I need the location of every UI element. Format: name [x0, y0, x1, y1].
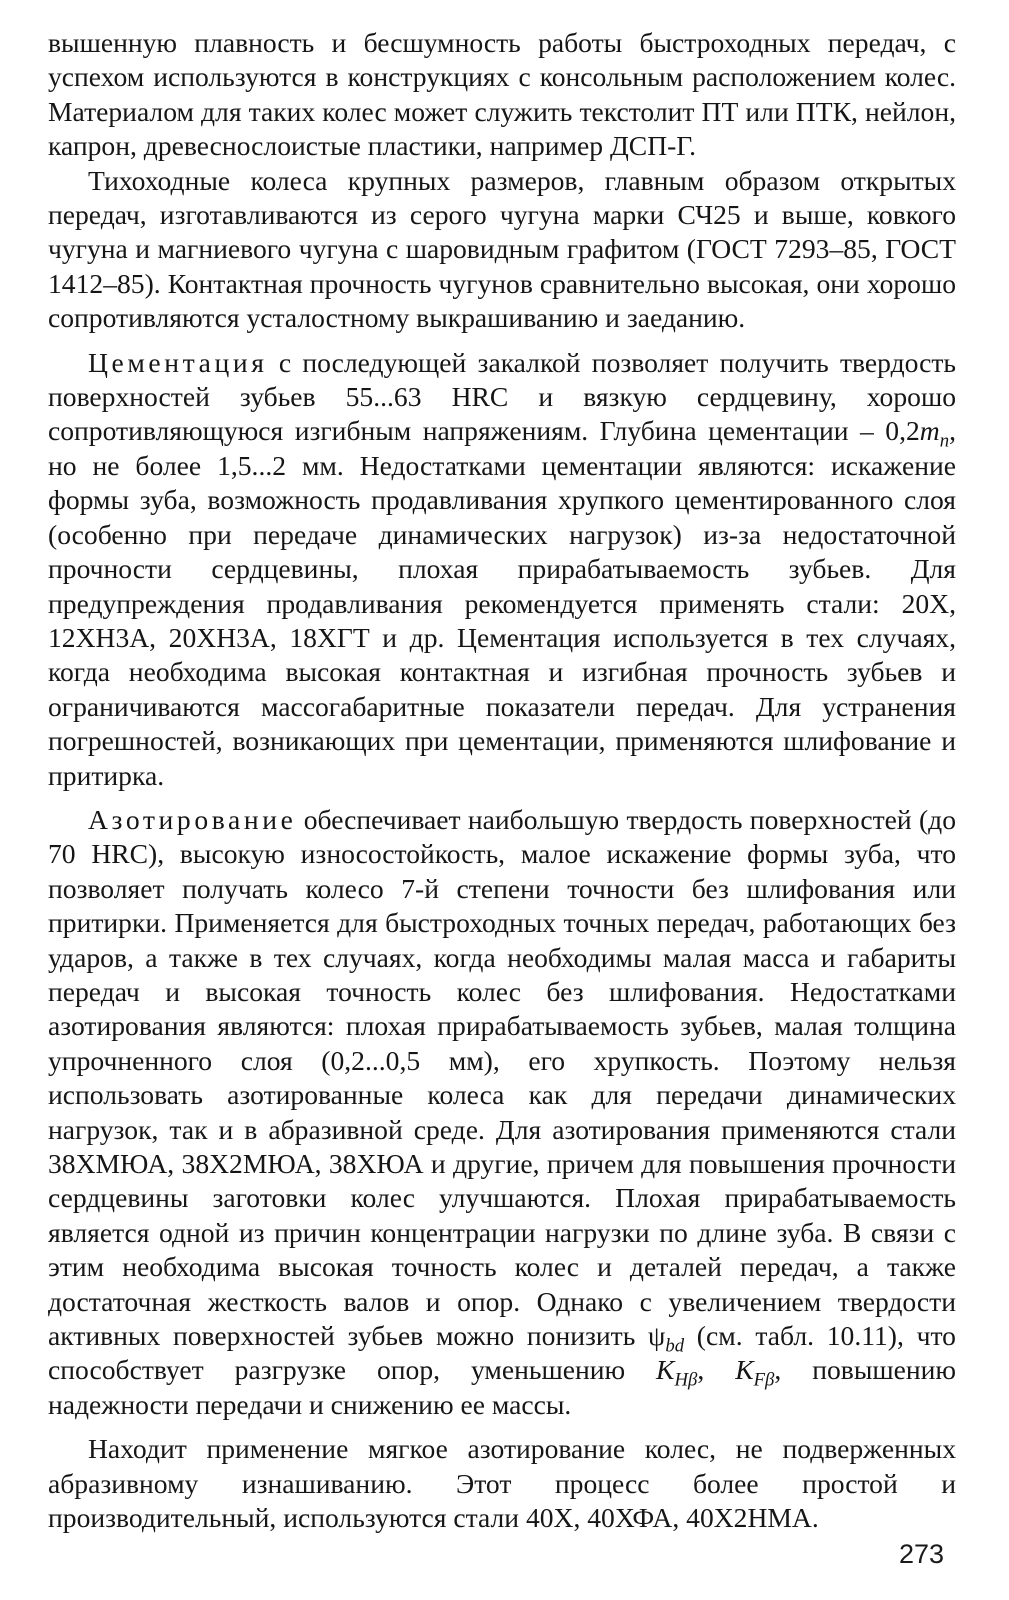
symbol-k-h: K [656, 1354, 675, 1386]
symbol-m-subscript: n [939, 430, 950, 452]
text-segment: обеспечивает наибольшую твердость поверхностей (до 70 HRC), высокую износостойкость, малое искажение формы зуба, что позволяет получать колесо 7-й степени точности без шлифования или притирки. Применяется для быстроходных точных передач, работающих без ударов, а также в тех случаях, когда необходимы малая масса и габариты передач и высокая точность колес без шлифования. Недостатками азотирования являются: плохая прирабатываемость зубьев, малая толщина упрочненного слоя (0,2...0,5 мм), его хрупкость. Поэтому нельзя использовать азотированные колеса как для передачи динамических нагрузок, так и в абразивной среде. Для азотирования применяются стали 38ХМЮА, 38Х2МЮА, 38ХЮА и другие, причем для повышения прочности сердцевины заготовки колес улучшаются. Плохая прирабатываемость является одной из причин концентрации нагрузки по длине зуба. В связи с этим необходима высокая точность колес и деталей передач, а также достаточная жесткость валов и опор. Однако с увеличением твердости активных поверхностей зубьев можно понизить [48, 803, 956, 1352]
text-segment: , но не более 1,5...2 мм. Недостатками цементации являются: искажение формы зуба, возможность продавливания хрупкого цементированного слоя (особенно при передаче динамических нагрузок) из-за недостаточной прочности сердцевины, плохая прирабатываемость зубьев. Для предупреждения продавливания рекомендуется применять стали: 20Х, 12ХН3А, 20ХН3А, 18ХГТ и др. Цементация используется в тех случаях, когда необходима высокая контактная и изгибная прочность зубьев и ограничиваются массогабаритные показатели передач. Для устранения погрешностей, возникающих при цементации, применяются шлифование и притирка. [48, 415, 956, 791]
paragraph-cast-iron: Тихоходные колеса крупных размеров, главным образом открытых передач, изготавливаются из серого чугуна марки СЧ25 и выше, ковкого чугуна и магниевого чугуна с шаровидным графитом (ГОСТ 7293–85, ГОСТ 1412–85). Контактная прочность чугунов сравнительно высокая, они хорошо сопротивляются усталостному выкрашиванию и заеданию. [48, 164, 956, 334]
text-separator: , [697, 1354, 736, 1386]
paragraph-soft-nitriding: Находит применение мягкое азотирование колес, не подверженных абразивному изнашиванию. Этот процесс более простой и производительный, используются стали 40Х, 40ХФА, 40Х2НМА. [48, 1433, 956, 1534]
paragraph-continuation: вышенную плавность и бесшумность работы быстроходных передач, с успехом используются в конструкциях с консольным расположением колес. Материалом для таких колес может служить текстолит ПТ или ПТК, нейлон, капрон, древеснослоистые пластики, например ДСП-Г. [48, 27, 956, 162]
symbol-psi-subscript: bd [665, 1335, 685, 1357]
paragraph-carburizing [48, 346, 956, 793]
symbol-m: m [919, 415, 940, 447]
term-carburizing: Цементация [88, 346, 268, 378]
text-segment: с последующей закалкой позволяет получить твердость поверхностей зубьев 55...63 HRC и вязкую сердцевину, хорошо сопротивляющуюся изгибным напряжениям. Глубина цементации – 0,2 [48, 346, 956, 447]
term-nitriding: Азотирование [88, 803, 297, 835]
symbol-k-f-subscript: Fβ [753, 1369, 775, 1391]
symbol-k-f: K [735, 1354, 754, 1386]
text-segment: , повышению надежности передачи и снижению ее массы. [48, 1354, 957, 1420]
paragraph-nitriding [48, 803, 956, 1422]
symbol-psi: ψ [648, 1320, 666, 1352]
page-number: 273 [899, 1539, 945, 1569]
text-segment: (см. табл. 10.11), что способствует разгрузке опор, уменьшению [48, 1320, 956, 1386]
symbol-k-h-subscript: Hβ [674, 1369, 698, 1391]
page-body [48, 26, 956, 1535]
